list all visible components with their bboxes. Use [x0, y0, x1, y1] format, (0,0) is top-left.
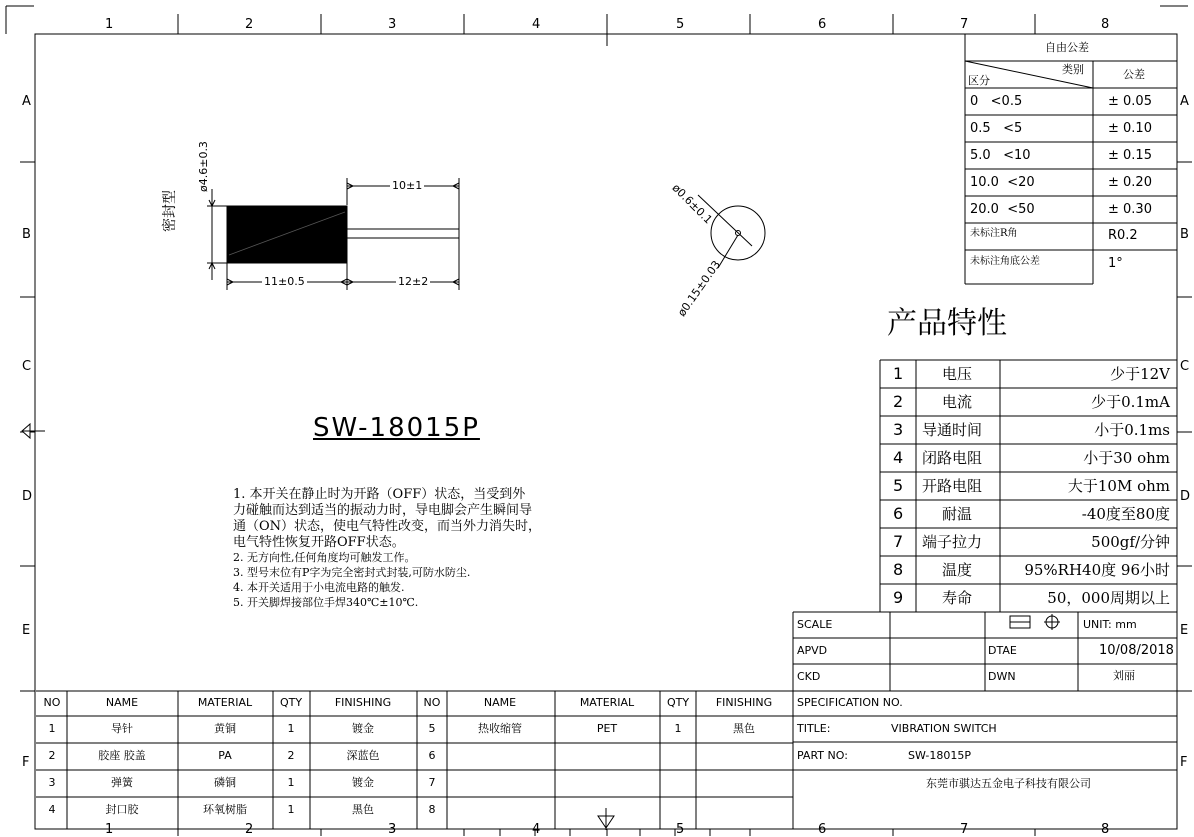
bom-cell: 热收缩管	[478, 722, 522, 735]
tolerance-value: ± 0.05	[1108, 94, 1152, 109]
bom-cell: PA	[218, 749, 232, 762]
tb-part-label: PART NO:	[797, 749, 848, 762]
char-value: 500gf/分钟	[1091, 533, 1170, 551]
char-value: 少于0.1mA	[1091, 393, 1170, 411]
dim-body-length: 11±0.5	[264, 275, 305, 288]
note-line: 电气特性恢复开路OFF状态。	[233, 535, 405, 550]
bom-header: MATERIAL	[579, 696, 635, 709]
bom-header: MATERIAL	[197, 696, 253, 709]
tb-scale: SCALE	[797, 618, 833, 631]
tolerance-value: 1°	[1108, 256, 1123, 271]
tolerance-title: 自由公差	[1045, 41, 1089, 54]
characteristics-title: 产品特性	[887, 306, 1007, 341]
bom-header: NO	[43, 696, 61, 709]
zone-row-right: F	[1180, 755, 1188, 770]
note-line: 力碰触而达到适当的振动力时，导电脚会产生瞬间导	[233, 503, 533, 518]
char-no: 7	[893, 532, 904, 551]
bom-header: NAME	[483, 696, 517, 709]
tolerance-range: 10.0 <20	[970, 175, 1035, 190]
note-line: 通（ON）状态，使电气特性改变，而当外力消失时，	[233, 519, 542, 534]
char-value: 50，000周期以上	[1047, 589, 1170, 607]
zone-col-bottom: 5	[676, 822, 685, 837]
zone-row-right: E	[1180, 623, 1189, 638]
tolerance-value: ± 0.30	[1108, 202, 1152, 217]
tolerance-range: 0 <0.5	[970, 94, 1023, 109]
zone-col-top: 6	[818, 17, 827, 32]
bom-cell: 弹簧	[111, 776, 133, 789]
zone-row-left: B	[22, 227, 31, 242]
zone-row-right: C	[1180, 359, 1190, 374]
char-name: 电压	[942, 365, 973, 383]
bom-cell: 镀金	[352, 776, 374, 789]
dim-end-inner: ø0.15±0.03	[675, 258, 724, 319]
char-name: 闭路电阻	[922, 449, 983, 467]
char-name: 耐温	[942, 505, 973, 523]
part-title: SW-18015P	[313, 413, 480, 443]
bom-cell: 黑色	[733, 722, 755, 735]
bom-cell: 封口胶	[105, 803, 139, 816]
char-name: 开路电阻	[922, 477, 983, 495]
char-value: 95%RH40度 96小时	[1024, 561, 1170, 579]
bom-cell: 7	[428, 776, 436, 789]
bom-header: QTY	[279, 696, 303, 709]
note-line: 4. 本开关适用于小电流电路的触发.	[233, 581, 405, 594]
char-no: 9	[893, 588, 904, 607]
tb-spec: SPECIFICATION NO.	[797, 696, 903, 709]
bom-cell: 磷铜	[214, 776, 236, 789]
zone-row-left: A	[22, 94, 31, 109]
tolerance-value: ± 0.20	[1108, 175, 1152, 190]
bom-cell: 黄铜	[214, 722, 236, 735]
bom-header: NO	[423, 696, 441, 709]
bom-cell: 2	[287, 749, 295, 762]
char-value: -40度至80度	[1081, 505, 1170, 523]
zone-col-bottom: 8	[1101, 822, 1110, 837]
tb-part-value: SW-18015P	[908, 749, 972, 762]
char-no: 1	[893, 364, 904, 383]
tb-drawer: 刘丽	[1113, 669, 1135, 682]
zone-row-left: E	[22, 623, 31, 638]
zone-col-bottom: 1	[105, 822, 114, 837]
tolerance-value: R0.2	[1108, 228, 1138, 243]
note-line: 3. 型号末位有P字为完全密封式封装,可防水防尘.	[233, 566, 471, 579]
char-no: 2	[893, 392, 904, 411]
zone-row-left: C	[22, 359, 32, 374]
tb-apvd: APVD	[797, 644, 828, 657]
bom-cell: 6	[428, 749, 436, 762]
bom-header: FINISHING	[334, 696, 392, 709]
tb-ckd: CKD	[797, 670, 821, 683]
zone-col-top: 2	[245, 17, 254, 32]
tolerance-head-category: 类别	[1062, 63, 1084, 76]
zone-row-left: D	[22, 489, 33, 504]
tb-company: 东莞市骐达五金电子科技有限公司	[926, 777, 1091, 790]
char-value: 小于0.1ms	[1094, 421, 1170, 439]
bom-header: QTY	[666, 696, 690, 709]
zone-row-right: A	[1180, 94, 1189, 109]
tolerance-head-zone: 区分	[968, 74, 990, 87]
bom-cell: 5	[428, 722, 436, 735]
char-no: 4	[893, 448, 904, 467]
tb-title-value: VIBRATION SWITCH	[891, 722, 997, 735]
tb-title-label: TITLE:	[797, 722, 831, 735]
bom-header: FINISHING	[715, 696, 773, 709]
char-value: 大于10M ohm	[1067, 477, 1170, 495]
bom-cell: 黑色	[352, 803, 374, 816]
tolerance-value: ± 0.10	[1108, 121, 1152, 136]
char-name: 导通时间	[922, 421, 983, 439]
side-label: 密封型	[162, 190, 178, 232]
bom-cell: 1	[48, 722, 56, 735]
bom-header: NAME	[105, 696, 139, 709]
bom-cell: 2	[48, 749, 56, 762]
zone-col-bottom: 2	[245, 822, 254, 837]
zone-col-bottom: 3	[388, 822, 397, 837]
zone-col-top: 5	[676, 17, 685, 32]
tolerance-range: 未标注R角	[970, 228, 1018, 239]
dim-end-outer: ø0.6±0.1	[669, 181, 715, 227]
note-line: 1. 本开关在静止时为开路（OFF）状态，当受到外	[233, 487, 526, 502]
tolerance-range: 未标注角底公差	[970, 256, 1040, 267]
char-no: 8	[893, 560, 904, 579]
char-name: 端子拉力	[922, 533, 983, 551]
zone-col-top: 8	[1101, 17, 1110, 32]
zone-col-top: 1	[105, 17, 114, 32]
tb-dwn: DWN	[988, 670, 1016, 683]
tolerance-range: 20.0 <50	[970, 202, 1035, 217]
dim-total-length: 10±1	[392, 179, 423, 192]
tolerance-range: 0.5 <5	[970, 121, 1023, 136]
zone-col-bottom: 6	[818, 822, 827, 837]
char-no: 3	[893, 420, 904, 439]
tolerance-value: ± 0.15	[1108, 148, 1152, 163]
char-value: 少于12V	[1110, 365, 1170, 383]
tolerance-range: 5.0 <10	[970, 148, 1031, 163]
bom-cell: 3	[48, 776, 56, 789]
char-name: 寿命	[942, 589, 973, 607]
bom-cell: 胶座 胶盖	[98, 749, 146, 762]
bom-cell: 1	[287, 722, 295, 735]
char-value: 小于30 ohm	[1083, 449, 1170, 467]
tb-unit: UNIT: mm	[1083, 618, 1137, 631]
bom-cell: 8	[428, 803, 436, 816]
bom-cell: PET	[596, 722, 618, 735]
zone-col-bottom: 7	[960, 822, 969, 837]
bom-cell: 导针	[111, 722, 133, 735]
bom-cell: 4	[48, 803, 56, 816]
dim-diameter: ø4.6±0.3	[197, 141, 210, 192]
bom-cell: 1	[674, 722, 682, 735]
zone-col-top: 3	[388, 17, 397, 32]
bom-cell: 1	[287, 776, 295, 789]
char-name: 电流	[942, 393, 973, 411]
zone-col-bottom: 4	[532, 822, 541, 837]
zone-row-right: D	[1180, 489, 1191, 504]
bom-cell: 深蓝色	[346, 749, 380, 762]
bom-cell: 镀金	[352, 722, 374, 735]
zone-row-right: B	[1180, 227, 1189, 242]
note-line: 2. 无方向性,任何角度均可触发工作。	[233, 551, 416, 564]
zone-row-left: F	[22, 755, 30, 770]
note-line: 5. 开关脚焊接部位手焊340℃±10℃.	[233, 596, 419, 609]
bom-cell: 环氧树脂	[203, 803, 247, 816]
tolerance-head-tol: 公差	[1123, 68, 1145, 81]
char-no: 5	[893, 476, 904, 495]
char-name: 温度	[942, 561, 973, 579]
zone-col-top: 7	[960, 17, 969, 32]
dim-lead-length: 12±2	[398, 275, 429, 288]
tb-date: 10/08/2018	[1099, 643, 1174, 658]
tb-dtae: DTAE	[988, 644, 1017, 657]
bom-cell: 1	[287, 803, 295, 816]
char-no: 6	[893, 504, 904, 523]
zone-col-top: 4	[532, 17, 541, 32]
